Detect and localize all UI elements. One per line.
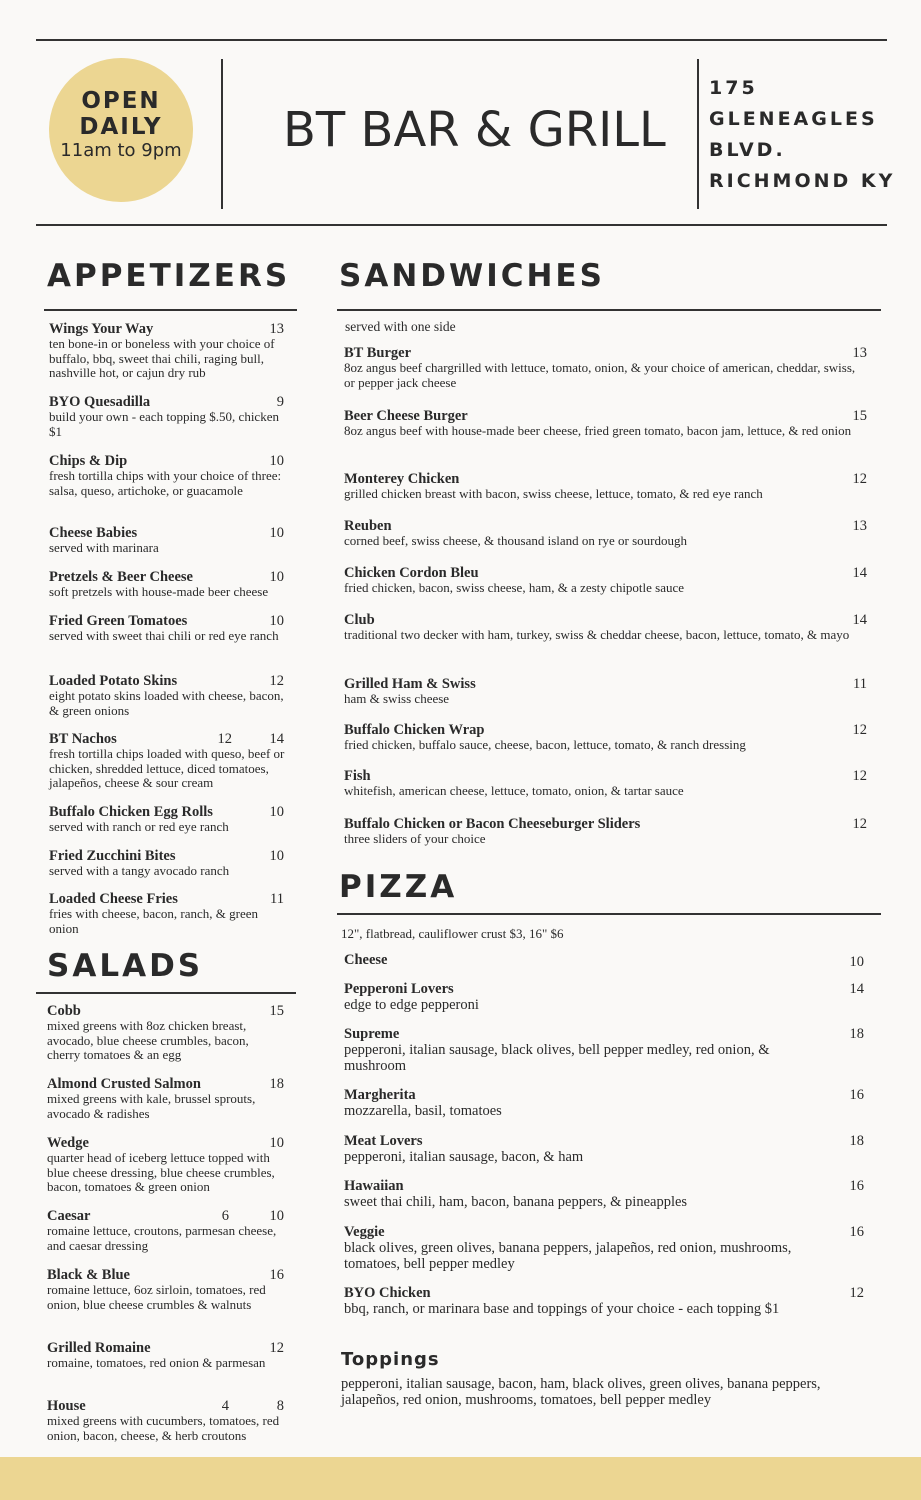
item-price: 13 <box>269 321 284 337</box>
header-bottom-rule <box>36 224 887 226</box>
menu-item <box>47 1208 285 1253</box>
item-price: 10 <box>269 613 284 629</box>
item-description: sweet thai chili, ham, bacon, banana peppers, & pineapples <box>344 1194 688 1210</box>
menu-item <box>47 1135 285 1195</box>
salads-rule <box>36 992 296 994</box>
item-description: pepperoni, italian sausage, bacon, & ham <box>344 1149 584 1165</box>
item-name: Almond Crusted Salmon <box>47 1076 201 1092</box>
item-name: Chips & Dip <box>49 453 128 469</box>
item-name: Buffalo Chicken Egg Rolls <box>49 804 213 820</box>
address-block <box>709 73 895 197</box>
item-description: ten bone-in or boneless with your choice of buffalo, bbq, sweet thai chili, raging bull, nashville hot, or cajun dry rub <box>49 336 275 380</box>
item-description: mixed greens with 8oz chicken breast, avocado, blue cheese crumbles, bacon, cherry tomatoes & an egg <box>47 1018 249 1062</box>
item-name: Supreme <box>344 1026 400 1042</box>
item-price: 12 <box>852 471 867 487</box>
item-description: 8oz angus beef chargrilled with lettuce, tomato, onion, & your choice of american, cheddar, swiss, or pepper jack cheese <box>344 360 856 390</box>
menu-item <box>49 673 285 718</box>
menu-item <box>49 613 285 644</box>
item-name: Wings Your Way <box>49 321 154 337</box>
item-description: whitefish, american cheese, lettuce, tomato, onion, & tartar sauce <box>344 783 684 798</box>
item-description: fresh tortilla chips with your choice of three: salsa, queso, artichoke, or guacamole <box>49 468 282 498</box>
item-description: romaine, tomatoes, red onion & parmesan <box>47 1355 266 1370</box>
item-price: 12 <box>852 768 867 784</box>
item-price: 16 <box>849 1224 864 1240</box>
item-description: three sliders of your choice <box>344 831 486 846</box>
address-line: 175 <box>709 77 758 99</box>
item-name: Hawaiian <box>344 1178 404 1194</box>
appetizers-title: APPETIZERS <box>47 258 291 294</box>
item-price: 12 <box>849 1285 864 1301</box>
item-description: pepperoni, italian sausage, black olives, bell pepper medley, red onion, & mushroom <box>344 1042 770 1074</box>
item-price: 9 <box>276 394 284 410</box>
item-name: Margherita <box>344 1087 416 1103</box>
item-price: 10 <box>269 453 284 469</box>
item-price: 18 <box>269 1076 284 1092</box>
appetizers-rule <box>44 309 297 311</box>
item-name: Meat Lovers <box>344 1133 423 1149</box>
item-name: Cobb <box>47 1003 81 1019</box>
item-description: served with sweet thai chili or red eye ranch <box>49 628 279 643</box>
menu-item <box>344 345 868 390</box>
sandwiches-note: served with one side <box>345 319 456 334</box>
item-price: 16 <box>849 1178 864 1194</box>
menu-item <box>344 1026 865 1074</box>
restaurant-name: BT BAR & GRILL <box>283 102 666 158</box>
hours-label: 11am to 9pm <box>60 140 182 161</box>
menu-item <box>49 569 285 600</box>
menu-item <box>344 408 868 439</box>
item-name: Loaded Cheese Fries <box>49 891 178 907</box>
item-description: served with a tangy avocado ranch <box>49 863 230 878</box>
item-description: fresh tortilla chips loaded with queso, beef or chicken, shredded lettuce, diced tomatoes, jalapeños, cheese & sour cream <box>49 746 285 790</box>
item-price: 15 <box>269 1003 284 1019</box>
menu-item <box>49 848 285 879</box>
item-name: Loaded Potato Skins <box>49 673 178 689</box>
menu-item <box>47 1076 285 1121</box>
item-name: BT Burger <box>344 345 411 361</box>
item-description: romaine lettuce, croutons, parmesan cheese, and caesar dressing <box>47 1223 277 1253</box>
item-description: quarter head of iceberg lettuce topped with blue cheese dressing, blue cheese crumbles, bacon, tomatoes & green onion <box>47 1150 275 1194</box>
item-description: fried chicken, buffalo sauce, cheese, bacon, lettuce, tomato, & ranch dressing <box>344 737 746 752</box>
menu-item <box>344 612 868 643</box>
header-divider-right <box>697 59 699 209</box>
menu-item <box>344 1087 865 1119</box>
pizza-rule <box>337 913 881 915</box>
menu-item <box>49 394 285 439</box>
item-name: House <box>47 1398 86 1414</box>
menu-item <box>49 453 285 498</box>
menu-item <box>344 1224 865 1272</box>
item-description: black olives, green olives, banana peppers, jalapeños, red onion, mushrooms, tomatoes, bell pepper medley <box>344 1240 792 1272</box>
item-price: 10 <box>269 804 284 820</box>
item-name: Fish <box>344 768 371 784</box>
item-price: 10 <box>269 848 284 864</box>
menu-item <box>47 1398 285 1443</box>
item-price-small: 6 <box>221 1208 229 1224</box>
menu-item <box>49 804 285 835</box>
pizza-title: PIZZA <box>339 869 458 905</box>
item-description: mixed greens with cucumbers, tomatoes, red onion, bacon, cheese, & herb croutons <box>47 1413 280 1443</box>
item-name: BT Nachos <box>49 731 117 747</box>
header-divider-left <box>221 59 223 209</box>
item-name: Buffalo Chicken or Bacon Cheeseburger Sliders <box>344 816 641 832</box>
item-description: build your own - each topping $.50, chicken $1 <box>49 409 279 439</box>
item-description: 8oz angus beef with house-made beer cheese, fried green tomato, bacon jam, lettuce, & red onion <box>344 423 852 438</box>
item-name: Cheese Babies <box>49 525 138 541</box>
menu-item <box>344 518 868 549</box>
item-price-small: 12 <box>217 731 232 747</box>
item-description: ham & swiss cheese <box>344 691 450 706</box>
menu-item <box>49 525 285 556</box>
item-price: 14 <box>852 612 867 628</box>
item-description: traditional two decker with ham, turkey, swiss & cheddar cheese, bacon, lettuce, tomato, & mayo <box>344 627 850 642</box>
item-name: Grilled Ham & Swiss <box>344 676 476 692</box>
item-price: 14 <box>849 981 864 997</box>
footer-band <box>0 1457 921 1500</box>
item-description: romaine lettuce, 6oz sirloin, tomatoes, red onion, blue cheese crumbles & walnuts <box>47 1282 266 1312</box>
item-name: Pepperoni Lovers <box>344 981 454 997</box>
menu-item <box>344 471 868 502</box>
item-description: edge to edge pepperoni <box>344 997 479 1013</box>
item-name: Pretzels & Beer Cheese <box>49 569 193 585</box>
item-name: Fried Zucchini Bites <box>49 848 176 864</box>
item-price: 13 <box>852 345 867 361</box>
item-name: Monterey Chicken <box>344 471 460 487</box>
header-top-rule <box>36 39 887 41</box>
open-daily-badge <box>49 58 193 202</box>
item-price: 11 <box>270 891 284 907</box>
item-name: Reuben <box>344 518 392 534</box>
item-name: Veggie <box>344 1224 385 1240</box>
menu-item <box>49 321 285 381</box>
address-line: RICHMOND KY <box>709 170 896 192</box>
item-price: 8 <box>276 1398 284 1414</box>
menu-item <box>49 891 285 936</box>
address-line: BLVD. <box>709 139 786 161</box>
salads-title: SALADS <box>47 948 204 984</box>
item-name: Black & Blue <box>47 1267 130 1283</box>
sandwiches-rule <box>337 309 881 311</box>
item-price: 14 <box>269 731 284 747</box>
item-price-small: 4 <box>221 1398 229 1414</box>
item-description: fries with cheese, bacon, ranch, & green onion <box>49 906 258 936</box>
item-price: 10 <box>269 1208 284 1224</box>
item-name: Buffalo Chicken Wrap <box>344 722 485 738</box>
item-price: 18 <box>849 1026 864 1042</box>
item-name: Caesar <box>47 1208 91 1224</box>
item-price: 16 <box>849 1087 864 1103</box>
item-name: Cheese <box>344 952 388 968</box>
open-label: OPEN <box>81 88 161 114</box>
item-price: 15 <box>852 408 867 424</box>
item-description: served with marinara <box>49 540 159 555</box>
item-price: 12 <box>269 1340 284 1356</box>
toppings-list: pepperoni, italian sausage, bacon, ham, black olives, green olives, banana peppers, jalapeños, red onion, mushrooms, tomatoes, bell pepper medley <box>341 1376 821 1408</box>
item-price: 12 <box>852 816 867 832</box>
pizza-note: 12", flatbread, cauliflower crust $3, 16" $6 <box>341 926 564 941</box>
sandwiches-title: SANDWICHES <box>339 258 605 294</box>
menu-item <box>344 981 865 1013</box>
item-description: mozzarella, basil, tomatoes <box>344 1103 502 1119</box>
menu-item <box>344 1133 865 1165</box>
item-name: Club <box>344 612 375 628</box>
item-description: grilled chicken breast with bacon, swiss cheese, lettuce, tomato, & red eye ranch <box>344 486 763 501</box>
item-price: 12 <box>269 673 284 689</box>
menu-item <box>47 1267 285 1312</box>
menu-item <box>344 722 868 753</box>
item-price: 10 <box>269 525 284 541</box>
item-price: 10 <box>269 569 284 585</box>
item-price: 18 <box>849 1133 864 1149</box>
menu-item <box>344 952 865 968</box>
address-line: GLENEAGLES <box>709 108 878 130</box>
item-name: Fried Green Tomatoes <box>49 613 188 629</box>
menu-item <box>49 731 285 791</box>
menu-item <box>47 1003 285 1063</box>
item-description: fried chicken, bacon, swiss cheese, ham, & a zesty chipotle sauce <box>344 580 685 595</box>
item-description: served with ranch or red eye ranch <box>49 819 229 834</box>
item-price: 16 <box>269 1267 284 1283</box>
item-description: bbq, ranch, or marinara base and toppings of your choice - each topping $1 <box>344 1301 780 1317</box>
item-price: 10 <box>849 954 864 970</box>
item-description: corned beef, swiss cheese, & thousand island on rye or sourdough <box>344 533 687 548</box>
item-name: Grilled Romaine <box>47 1340 151 1356</box>
item-description: eight potato skins loaded with cheese, bacon, & green onions <box>49 688 284 718</box>
menu-item <box>344 816 868 847</box>
toppings-title: Toppings <box>341 1349 440 1370</box>
item-price: 13 <box>852 518 867 534</box>
item-price: 12 <box>852 722 867 738</box>
item-name: BYO Quesadilla <box>49 394 151 410</box>
item-name: Chicken Cordon Bleu <box>344 565 479 581</box>
item-price: 11 <box>853 676 867 692</box>
item-name: BYO Chicken <box>344 1285 431 1301</box>
menu-item <box>47 1340 285 1371</box>
item-price: 14 <box>852 565 867 581</box>
menu-item <box>344 565 868 596</box>
item-name: Beer Cheese Burger <box>344 408 468 424</box>
daily-label: DAILY <box>79 114 163 140</box>
item-price: 10 <box>269 1135 284 1151</box>
item-description: soft pretzels with house-made beer cheese <box>49 584 269 599</box>
menu-item <box>344 1285 865 1317</box>
menu-item <box>344 1178 865 1210</box>
item-description: mixed greens with kale, brussel sprouts, avocado & radishes <box>47 1091 256 1121</box>
menu-item <box>344 676 868 707</box>
item-name: Wedge <box>47 1135 89 1151</box>
menu-item <box>344 768 868 799</box>
